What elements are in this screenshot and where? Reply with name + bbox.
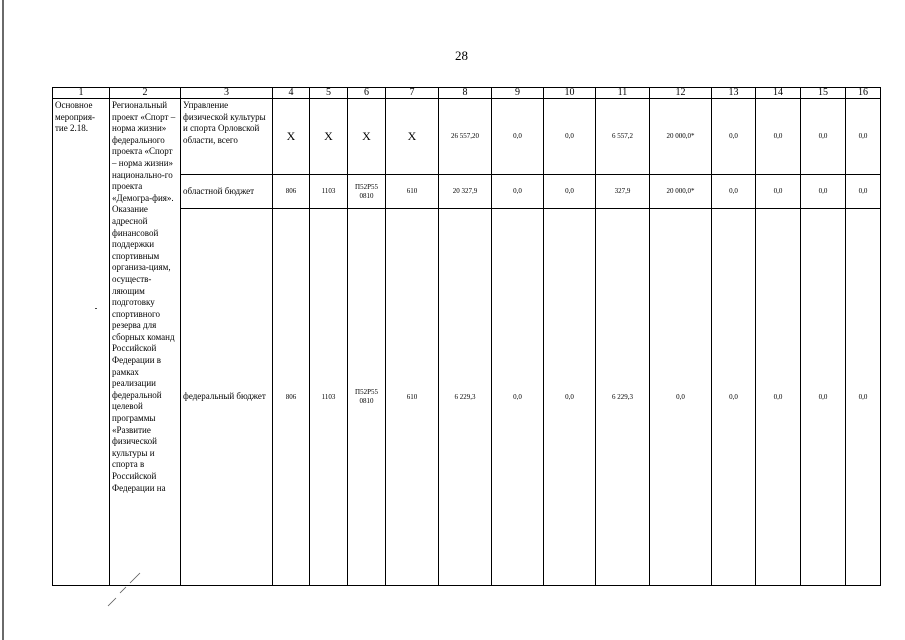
cell: 610 [386, 175, 439, 209]
col-header: 7 [386, 88, 439, 99]
cell: Х [273, 99, 310, 175]
cell: 1103 [310, 209, 348, 586]
col-header: 12 [650, 88, 712, 99]
col-header: 5 [310, 88, 348, 99]
funding-source-cell: федеральный бюджет [181, 209, 273, 586]
cell: П52Р55 0810 [348, 209, 386, 586]
pen-mark [100, 565, 160, 615]
cell: 0,0 [756, 209, 801, 586]
measure-name-cell: Основное мероприя-тие 2.18. [53, 99, 110, 586]
cell: 327,9 [596, 175, 650, 209]
cell: 610 [386, 209, 439, 586]
col-header: 15 [801, 88, 846, 99]
cell: 0,0 [712, 209, 756, 586]
col-header: 11 [596, 88, 650, 99]
budget-table [52, 87, 881, 586]
cell: 0,0 [756, 99, 801, 175]
cell: 0,0 [801, 99, 846, 175]
cell: Х [310, 99, 348, 175]
cell: 0,0 [492, 209, 544, 586]
cell: 0,0 [712, 175, 756, 209]
cell: 0,0 [846, 99, 881, 175]
col-header: 9 [492, 88, 544, 99]
cell: 0,0 [846, 209, 881, 586]
page-number: 28 [455, 48, 468, 63]
measure-description-cell: Региональный проект «Спорт – норма жизни» федерального проекта «Спорт – норма жизни» национально-го проекта «Демогра-фия». Оказание адресной финансовой поддержки спортивным организа-циям, осуществ-ляющим подготовку спортивного резерва для сборных команд Российской Федерации в рамках реализации федеральной целевой программы «Развитие физической культуры и спорта в Российской Федерации на [110, 99, 181, 586]
funding-source-cell: областной бюджет [181, 175, 273, 209]
cell: 20 327,9 [439, 175, 492, 209]
table-row [53, 99, 881, 175]
col-header: 6 [348, 88, 386, 99]
col-header: 10 [544, 88, 596, 99]
cell: 0,0 [492, 175, 544, 209]
cell: 20 000,0* [650, 175, 712, 209]
cell: 0,0 [846, 175, 881, 209]
funding-source-cell: Управление физической культуры и спорта Орловской области, всего [181, 99, 273, 175]
page-left-border [2, 0, 4, 640]
col-header: 14 [756, 88, 801, 99]
cell: 20 000,0* [650, 99, 712, 175]
cell: Х [386, 99, 439, 175]
cell: Х [348, 99, 386, 175]
cell: 0,0 [756, 175, 801, 209]
cell: 0,0 [544, 175, 596, 209]
col-header: 2 [110, 88, 181, 99]
col-header: 8 [439, 88, 492, 99]
cell: 26 557,20 [439, 99, 492, 175]
col-header: 1 [53, 88, 110, 99]
cell: 6 557,2 [596, 99, 650, 175]
cell: 6 229,3 [596, 209, 650, 586]
cell: 0,0 [492, 99, 544, 175]
col-header: 3 [181, 88, 273, 99]
col-header: 13 [712, 88, 756, 99]
cell: 0,0 [544, 209, 596, 586]
cell: 0,0 [801, 209, 846, 586]
cell: 0,0 [801, 175, 846, 209]
cell: 0,0 [650, 209, 712, 586]
cell: П52Р55 0810 [348, 175, 386, 209]
column-number-row [53, 88, 881, 99]
cell: 0,0 [712, 99, 756, 175]
cell: 1103 [310, 175, 348, 209]
cell: 0,0 [544, 99, 596, 175]
cell: 806 [273, 209, 310, 586]
col-header: 4 [273, 88, 310, 99]
cell: 6 229,3 [439, 209, 492, 586]
cell: 806 [273, 175, 310, 209]
col-header: 16 [846, 88, 881, 99]
